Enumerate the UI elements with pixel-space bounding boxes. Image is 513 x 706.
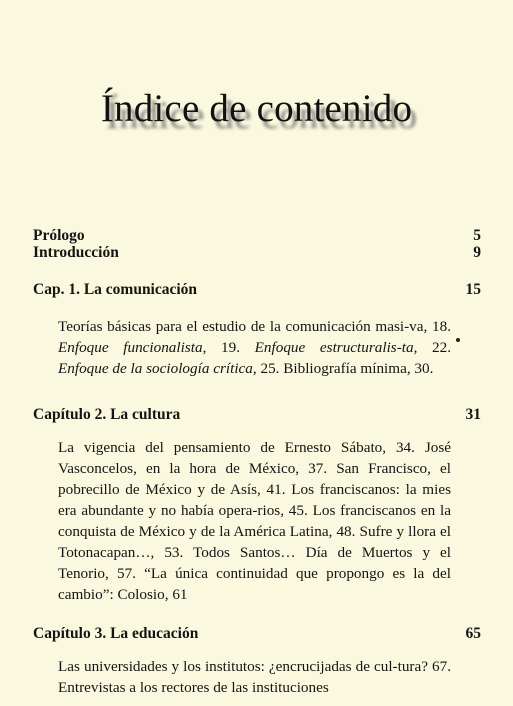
toc-entry-page: 5 [473,227,481,244]
cap3-description: Las universidades y los institutos: ¿encrucijadas de cul-tura? 67. Entrevistas a los rectores de las instituciones [58,658,451,696]
cap1-description [58,316,451,379]
italic-segment: Enfoque estructuralis-ta [254,339,414,356]
page-title: Índice de contenido [100,87,413,130]
toc-entry-label: Capítulo 3. La educación [33,625,199,642]
toc-entry-label: Cap. 1. La comunicación [33,281,198,298]
toc-entry-cap1[interactable] [33,280,481,299]
toc-entry-label: Prólogo [33,227,85,244]
toc-entry-label: Introducción [33,244,119,261]
margin-dot [456,338,460,342]
cap2-description: La vigencia del pensamiento de Ernesto Sábato, 34. José Vasconcelos, en la hora de México, 37. San Francisco, el pobrecillo de México y de Asís, 41. Los franciscanos: la mies era abundante y no había opera-rios, 45. Los franciscanos en la conquista de México y de la América Latina, 48. Sufre y llora el Totonacapan…, 53. Todos Santos… Día de Muertos y el Tenorio, 57. “La única continuidad que propongo es la del cambio”: Colosio, 61 [58,439,451,603]
text-segment: , 19. [202,339,255,356]
toc-entry-label: Capítulo 2. La cultura [33,406,181,423]
text-segment: , 22. [413,339,452,356]
toc-entry-cap2[interactable] [33,405,481,424]
toc-entry-page: 65 [465,625,481,642]
text-segment: , 25. Bibliografía mínima, 30. [252,360,434,377]
text-segment: Teorías básicas para el estudio de la comunicación masi-va, 18. [58,318,451,335]
toc-entry-cap3[interactable] [33,624,481,643]
toc-entry-introduccion[interactable] [33,243,481,262]
toc-entry-page: 31 [465,406,481,423]
toc-entry-page: 15 [465,281,481,298]
toc-entry-page: 9 [473,244,481,261]
italic-segment: Enfoque de la sociología crítica [58,360,253,377]
italic-segment: Enfoque funcionalista [58,339,203,356]
